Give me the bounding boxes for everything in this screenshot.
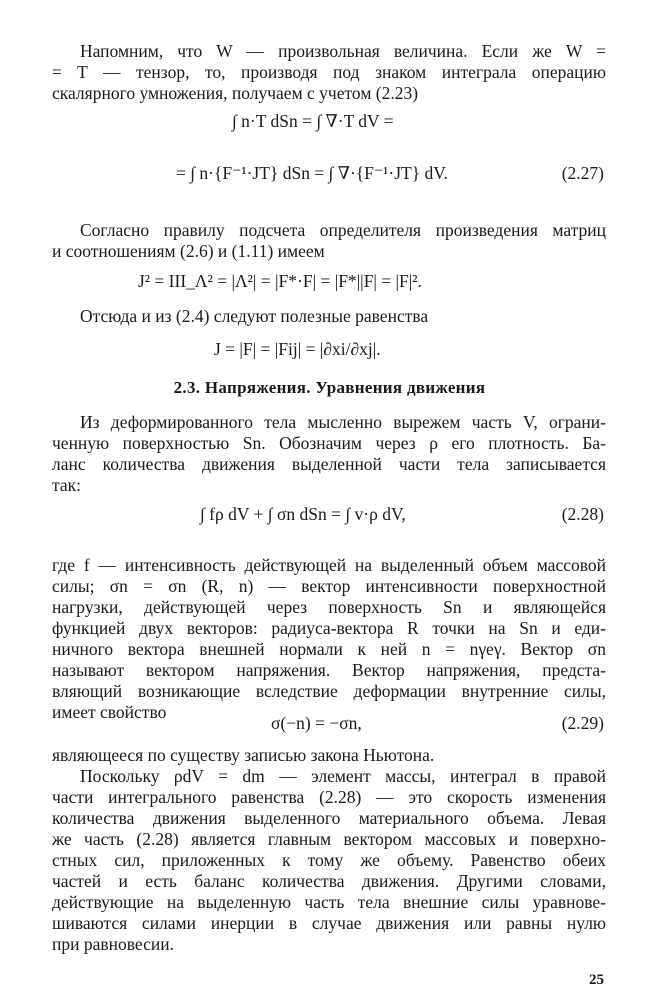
- text-line: [52, 659, 606, 681]
- equation-number-text: (2.28): [561, 504, 604, 524]
- text-line: [52, 912, 606, 934]
- text-line: [80, 411, 606, 433]
- text-span: = T — тензор, то, производя под знаком интеграла операцию: [52, 62, 606, 82]
- section-heading-text: 2.3. Напряжения. Уравнения движения: [173, 378, 486, 397]
- text-span: Поскольку ρdV = dm — элемент массы, интеграл в правой: [80, 766, 606, 786]
- equation-number-text: (2.27): [561, 163, 604, 183]
- text-line: [52, 474, 81, 496]
- text-span: шиваются силами инерции в случае движения или равны нулю: [52, 913, 606, 933]
- equation-number: [562, 712, 604, 734]
- equation-text: ∫ fρ dV + ∫ σn dSn = ∫ v·ρ dV,: [200, 504, 406, 524]
- text-line: [52, 744, 434, 766]
- text-span: нагрузки, действующей через поверхность Sn и являющейся: [52, 597, 606, 617]
- text-line: [52, 432, 606, 454]
- text-line: [52, 82, 418, 104]
- text-line: [52, 870, 606, 892]
- text-span: функцией двух векторов: радиуса-вектора R точки на Sn и еди-: [52, 618, 606, 638]
- text-line: [52, 554, 606, 576]
- text-span: количества движения выделенного материального объема. Левая: [52, 808, 606, 828]
- text-span: Согласно правилу подсчета определителя произведения матриц: [80, 220, 606, 240]
- text-span: вляющий возникающие вследствие деформации внутренние силы,: [52, 681, 606, 701]
- text-line: [52, 638, 606, 660]
- text-line: [52, 891, 606, 913]
- text-span: так:: [52, 475, 81, 495]
- page-number: [589, 972, 604, 989]
- equation-text: J² = III_Λ² = |Λ²| = |F*·F| = |F*||F| = |F|².: [138, 271, 422, 291]
- equation-number: [562, 503, 604, 525]
- text-span: ничного вектора внешней нормали к ней n = nγeγ. Вектор σn: [52, 639, 606, 659]
- equation-227-b: [176, 162, 448, 184]
- text-line: [52, 575, 606, 597]
- text-line: [52, 849, 606, 871]
- text-line: [52, 807, 606, 829]
- text-span: при равновесии.: [52, 934, 174, 954]
- text-span: силы; σn = σn (R, n) — вектор интенсивности поверхностной: [52, 576, 606, 596]
- equation-text: ∫ n·T dSn = ∫ ∇·T dV =: [232, 111, 394, 131]
- page-number-text: 25: [589, 972, 604, 988]
- equation-J2: [138, 270, 422, 292]
- text-line: [52, 680, 606, 702]
- text-span: ченную поверхностью Sn. Обозначим через ρ его плотность. Ба-: [52, 433, 606, 453]
- text-line: [80, 305, 428, 327]
- equation-228: [200, 503, 406, 525]
- text-span: являющееся по существу записью закона Ньютона.: [52, 745, 435, 765]
- text-span: Из деформированного тела мысленно вырежем часть V, ограни-: [80, 412, 606, 432]
- text-line: [80, 40, 606, 62]
- text-span: называют вектором напряжения. Вектор напряжения, предста-: [52, 660, 606, 680]
- text-line: [52, 596, 606, 618]
- text-line: [52, 61, 606, 83]
- equation-text: = ∫ n·{F⁻¹·JT} dSn = ∫ ∇·{F⁻¹·JT} dV.: [176, 163, 449, 183]
- equation-J: [214, 338, 381, 360]
- text-span: Отсюда и из (2.4) следуют полезные равенства: [80, 306, 429, 326]
- text-line: [52, 617, 606, 639]
- text-span: же часть (2.28) является главным вектором массовых и поверхно-: [52, 829, 606, 849]
- text-line: [80, 219, 606, 241]
- text-span: Напомним, что W — произвольная величина. Если же W =: [80, 41, 606, 61]
- equation-number-text: (2.29): [561, 713, 604, 733]
- equation-227-a: [232, 110, 394, 132]
- text-span: части интегрального равенства (2.28) — это скорость изменения: [52, 787, 606, 807]
- text-span: частей и есть баланс количества движения. Другими словами,: [52, 871, 606, 891]
- text-line: [80, 765, 606, 787]
- text-line: [52, 240, 325, 262]
- text-span: ланс количества движения выделенной части тела записывается: [52, 454, 606, 474]
- text-line: [52, 701, 166, 723]
- section-heading: [0, 378, 659, 398]
- equation-229: [271, 712, 362, 734]
- text-line: [52, 786, 606, 808]
- text-span: скалярного умножения, получаем с учетом (2.23): [52, 83, 419, 103]
- text-line: [52, 828, 606, 850]
- text-line: [52, 933, 174, 955]
- text-line: [52, 453, 606, 475]
- text-span: и соотношениям (2.6) и (1.11) имеем: [52, 241, 325, 261]
- text-span: имеет свойство: [52, 702, 167, 722]
- text-span: действующие на выделенную часть тела внешние силы уравнове-: [52, 892, 606, 912]
- text-span: стных сил, приложенных к тому же объему. Равенство обеих: [52, 850, 606, 870]
- equation-text: J = |F| = |Fij| = |∂xi/∂xj|.: [214, 339, 381, 359]
- equation-text: σ(−n) = −σn,: [271, 713, 362, 733]
- text-span: где f — интенсивность действующей на выделенный объем массовой: [52, 555, 606, 575]
- equation-number: [562, 162, 604, 184]
